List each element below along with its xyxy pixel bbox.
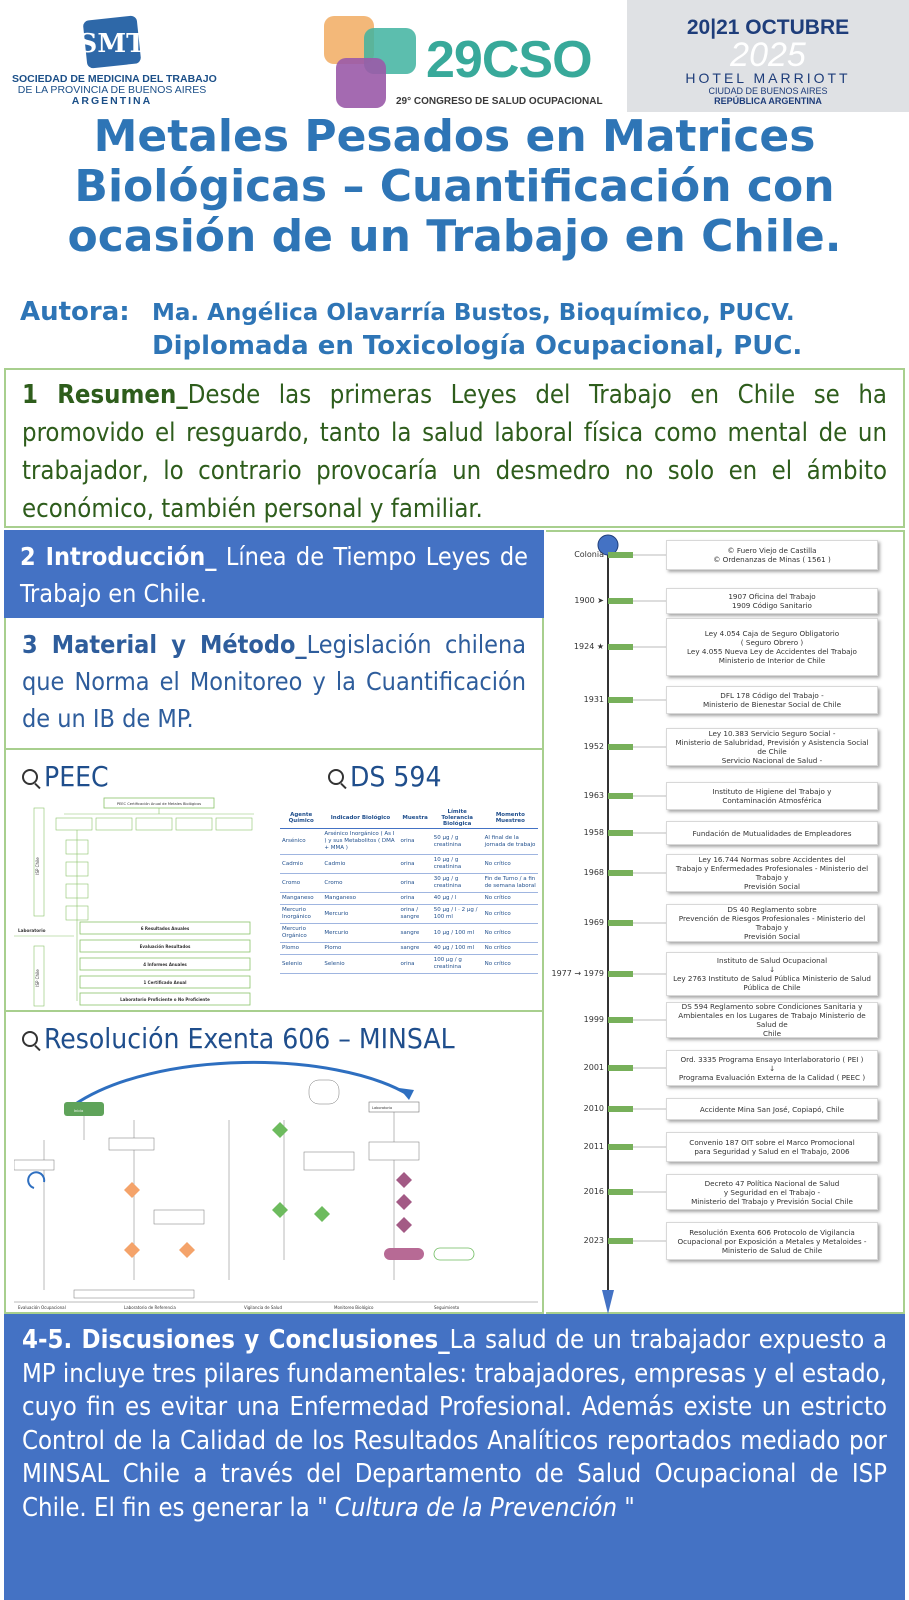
timeline-card-line: Ministerio de Bienestar Social de Chile bbox=[702, 700, 842, 709]
timeline-card-line: DS 594 Reglamento sobre Condiciones Sanitaria y bbox=[681, 1002, 863, 1011]
timeline-card-line: 1909 Código Sanitario bbox=[732, 601, 812, 610]
ds594-cell: No crítico bbox=[483, 943, 538, 955]
resol-footer-5: Seguimiento bbox=[434, 1305, 460, 1310]
introduccion-heading: 2 Introducción_ bbox=[20, 542, 217, 571]
timeline-card-line: Prevención de Riesgos Profesionales - Ministerio del Trabajo y bbox=[678, 914, 866, 932]
timeline-card bbox=[666, 1002, 878, 1038]
timeline-tick bbox=[608, 830, 633, 836]
timeline-card-line: Previsión Social bbox=[744, 932, 800, 941]
timeline-end-arrow bbox=[602, 1290, 614, 1314]
ds594-cell: Plomo bbox=[280, 943, 322, 955]
timeline-card-line: DS 40 Reglamento sobre bbox=[727, 905, 817, 914]
timeline-card-line: Ley 2763 Instituto de Salud Pública Ministerio de Salud bbox=[673, 974, 871, 983]
ds594-cell: Plomo bbox=[322, 943, 398, 955]
timeline-card bbox=[666, 1132, 878, 1162]
timeline-card-line: Convenio 187 OIT sobre el Marco Promocional bbox=[689, 1138, 855, 1147]
peec-step-3: 4 Informes Anuales bbox=[143, 962, 187, 967]
ds594-cell: Fin de Turno / a fin de semana laboral bbox=[483, 874, 538, 893]
author-name: Ma. Angélica Olavarría Bustos, Bioquímico, PUCV. bbox=[152, 300, 795, 326]
resumen-heading: 1 Resumen_ bbox=[22, 380, 188, 410]
ds594-cell: Cromo bbox=[322, 874, 398, 893]
event-info bbox=[627, 0, 909, 112]
figures-panel bbox=[4, 750, 544, 1012]
timeline-tick bbox=[608, 552, 633, 558]
timeline-card-line: Ley 4.055 Nueva Ley de Accidentes del Trabajo bbox=[687, 647, 857, 656]
timeline-card-line: ( Seguro Obrero ) bbox=[740, 638, 804, 647]
timeline-card bbox=[666, 1098, 878, 1120]
ds594-cell: sangre bbox=[399, 943, 432, 955]
smt-line-3: ARGENTINA bbox=[71, 95, 153, 107]
resumen-text: Desde las primeras Leyes del Trabajo en Chile se ha promovido el resguardo, tanto la salud laboral física como mental de un trabajador, lo contrario provocaría un desmedro no solo en el ámbito económico, también personal y familiar. bbox=[22, 380, 887, 524]
ds594-body bbox=[280, 829, 538, 974]
timeline-tick bbox=[608, 598, 633, 604]
author-diploma: Diplomada en Toxicología Ocupacional, PUC. bbox=[152, 331, 803, 361]
magnifier-icon bbox=[22, 1031, 38, 1047]
ds594-header-row bbox=[280, 808, 538, 829]
section-resumen bbox=[4, 368, 905, 528]
timeline-tick bbox=[608, 644, 633, 650]
smt-line-1: SOCIEDAD DE MEDICINA DEL TRABAJO bbox=[12, 73, 217, 85]
ds594-cell: Arsénico Inorgánico ( As I ) y sus Metabolitos ( DMA + MMA ) bbox=[322, 829, 398, 855]
ds594-row bbox=[280, 855, 538, 874]
congress-logo bbox=[324, 14, 603, 110]
peec-side-bottom: ISP Chile bbox=[35, 969, 40, 987]
ds594-row bbox=[280, 943, 538, 955]
ds594-cell: 50 µg / g creatinina bbox=[432, 829, 483, 855]
timeline-year: 1900 ➤ bbox=[574, 596, 604, 605]
event-country: REPÚBLICA ARGENTINA bbox=[714, 96, 822, 106]
timeline-tick bbox=[608, 920, 633, 926]
timeline-card-line: para Seguridad y Salud en el Trabajo, 2006 bbox=[694, 1147, 850, 1156]
timeline-year: 2016 bbox=[583, 1187, 604, 1196]
resol-footer-3: Vigilancia de Salud bbox=[244, 1305, 282, 1310]
peec-step-1: 6 Resultados Anuales bbox=[140, 926, 190, 931]
ds594-row bbox=[280, 955, 538, 974]
ds594-header-cell: Muestra bbox=[399, 808, 432, 829]
timeline-year: 1963 bbox=[583, 791, 604, 800]
resol-footer-4: Monitoreo Biológico bbox=[334, 1305, 374, 1310]
ds594-cell: orina bbox=[399, 955, 432, 974]
timeline-card-line: ↓ bbox=[768, 1063, 776, 1073]
timeline-ticks bbox=[608, 552, 666, 1244]
ds594-row bbox=[280, 893, 538, 905]
ds594-header-cell: Indicador Biológico bbox=[322, 808, 398, 829]
ds594-cell: No crítico bbox=[483, 855, 538, 874]
material-paragraph bbox=[22, 626, 526, 737]
timeline-card bbox=[666, 1222, 878, 1260]
timeline-tick bbox=[608, 1144, 633, 1150]
ds594-row bbox=[280, 829, 538, 855]
ds594-cell: sangre bbox=[399, 924, 432, 943]
timeline-tick bbox=[608, 744, 633, 750]
ds594-row bbox=[280, 905, 538, 924]
conclusiones-closing: " Cultura de la Prevención " bbox=[317, 1492, 635, 1523]
timeline-tick bbox=[608, 1189, 633, 1195]
peec-side-top: ISP Chile bbox=[35, 857, 40, 875]
timeline-card-line: DFL 178 Código del Trabajo - bbox=[720, 691, 824, 700]
ds594-table bbox=[280, 808, 538, 974]
timeline-card-line: Ord. 3335 Programa Ensayo Interlaboratorio ( PEI ) bbox=[680, 1054, 864, 1064]
resumen-paragraph bbox=[22, 376, 887, 528]
peec-step-2: Evaluación Resultados bbox=[139, 944, 191, 949]
timeline-card-line: Previsión Social bbox=[744, 882, 800, 891]
material-heading: 3 Material y Método_ bbox=[22, 630, 307, 659]
smt-logo bbox=[12, 8, 217, 112]
resolucion-flowchart bbox=[14, 1060, 538, 1310]
timeline-tick bbox=[608, 870, 633, 876]
timeline-year: 1999 bbox=[583, 1015, 604, 1024]
timeline-year: 1952 bbox=[583, 742, 604, 751]
timeline-card-line: Ministerio del Trabajo y Previsión Social Chile bbox=[691, 1196, 853, 1206]
timeline-card-line: Ley 10.383 Servicio Seguro Social - bbox=[708, 729, 836, 738]
ds594-cell: Arsénico bbox=[280, 829, 322, 855]
peec-step-4: 1 Certificado Anual bbox=[143, 980, 187, 985]
timeline-card-line: Accidente Mina San José, Copiapó, Chile bbox=[699, 1104, 845, 1114]
ds594-cell: 40 µg / l bbox=[432, 893, 483, 905]
title-line-3: ocasión de un Trabajo en Chile. bbox=[67, 211, 842, 262]
ds594-cell: 50 µg / l · 2 µg / 100 ml bbox=[432, 905, 483, 924]
ds594-cell: orina / sangre bbox=[399, 905, 432, 924]
timeline-year: 2023 bbox=[583, 1236, 604, 1245]
timeline-card-line: Ley 4.054 Caja de Seguro Obligatorio bbox=[704, 629, 840, 638]
timeline-card-line: Ministerio de Interior de Chile bbox=[718, 656, 826, 665]
timeline-card bbox=[666, 1050, 878, 1086]
ds594-cell: Selenio bbox=[322, 955, 398, 974]
timeline-year: 1968 bbox=[583, 868, 604, 877]
timeline-card bbox=[666, 728, 878, 766]
title-line-2: Biológicas – Cuantificación con bbox=[74, 161, 835, 212]
timeline-card-line: © Fuero Viejo de Castilla bbox=[727, 546, 817, 555]
ds594-cell: 10 µg / 100 ml bbox=[432, 924, 483, 943]
ds594-cell: Manganeso bbox=[280, 893, 322, 905]
timeline-card-line: Ocupacional por Exposición a Metales y Metaloides - bbox=[677, 1236, 867, 1246]
resolucion-label bbox=[22, 1022, 455, 1055]
timeline-year: 2010 bbox=[583, 1104, 604, 1113]
timeline-tick bbox=[608, 697, 633, 703]
section-conclusiones bbox=[4, 1314, 905, 1600]
timeline-tick bbox=[608, 1238, 633, 1244]
ds594-cell: No crítico bbox=[483, 905, 538, 924]
ds594-row bbox=[280, 924, 538, 943]
ds594-cell: Mercurio bbox=[322, 924, 398, 943]
ds594-header-cell: Agente Químico bbox=[280, 808, 322, 829]
timeline-tick bbox=[608, 971, 633, 977]
timeline-card bbox=[666, 952, 878, 996]
ds594-cell: Mercurio Orgánico bbox=[280, 924, 322, 943]
timeline-card-line: 1907 Oficina del Trabajo bbox=[728, 592, 816, 601]
ds594-label-text: DS 594 bbox=[350, 760, 442, 793]
ds594-cell: Mercurio Inorgánico bbox=[280, 905, 322, 924]
resolucion-label-text: Resolución Exenta 606 – MINSAL bbox=[44, 1022, 455, 1055]
ds594-cell: Mercurio bbox=[322, 905, 398, 924]
conclusiones-paragraph bbox=[22, 1324, 887, 1525]
timeline-card-line: Contaminación Atmosférica bbox=[722, 796, 822, 805]
timeline-tick bbox=[608, 1106, 633, 1112]
ds594-cell: Cromo bbox=[280, 874, 322, 893]
timeline-card bbox=[666, 821, 878, 845]
section-introduccion bbox=[4, 530, 544, 618]
timeline-card-line: Servicio Nacional de Salud - bbox=[721, 756, 823, 765]
magnifier-icon bbox=[22, 769, 38, 785]
event-city: CIUDAD DE BUENOS AIRES bbox=[708, 86, 828, 96]
ds594-cell: orina bbox=[399, 874, 432, 893]
ds594-cell: Selenio bbox=[280, 955, 322, 974]
ds594-cell: No crítico bbox=[483, 955, 538, 974]
timeline-card-line: Programa Evaluación Externa de la Calidad ( PEEC ) bbox=[678, 1072, 866, 1082]
magnifier-icon bbox=[328, 769, 344, 785]
timeline bbox=[546, 530, 905, 1314]
timeline-year: 2011 bbox=[583, 1142, 604, 1151]
timeline-year: 1977 → 1979 bbox=[551, 969, 604, 978]
resol-start: Inicio bbox=[74, 1109, 84, 1113]
timeline-card-line: © Ordenanzas de Minas ( 1561 ) bbox=[713, 555, 831, 564]
timeline-card bbox=[666, 588, 878, 614]
author-label: Autora: bbox=[20, 297, 130, 327]
ds594-row bbox=[280, 874, 538, 893]
timeline-card bbox=[666, 618, 878, 676]
ds594-label bbox=[328, 760, 441, 793]
smt-line-2: DE LA PROVINCIA DE BUENOS AIRES bbox=[17, 84, 207, 96]
event-year: 2025 bbox=[730, 36, 806, 74]
peec-side-mid: Laboratorio bbox=[18, 928, 46, 933]
timeline-card-line: Ministerio de Salubridad, Previsión y Asistencia Social de Chile bbox=[675, 738, 869, 756]
resol-footer-1: Evaluación Ocupacional bbox=[18, 1305, 66, 1310]
timeline-card-line: Chile bbox=[763, 1029, 781, 1038]
timeline-year: 1958 bbox=[583, 828, 604, 837]
header bbox=[0, 0, 909, 112]
timeline-card bbox=[666, 1174, 878, 1210]
peec-step-5: Laboratorio Proficiente o No Proficiente bbox=[120, 997, 210, 1002]
timeline-card-line: Instituto de Higiene del Trabajo y bbox=[712, 787, 832, 796]
resol-footer-2: Laboratorio de Referencia bbox=[124, 1305, 176, 1310]
ds594-cell: 100 µg / g creatinina bbox=[432, 955, 483, 974]
conclusiones-heading: 4-5. Discusiones y Conclusiones_ bbox=[22, 1325, 450, 1355]
timeline-card-line: Trabajo y Enfermedades Profesionales - Ministerio del Trabajo y bbox=[675, 864, 869, 882]
resol-lab: Laboratorio bbox=[372, 1106, 393, 1110]
timeline-tick bbox=[608, 1017, 633, 1023]
timeline-year: 1931 bbox=[583, 695, 604, 704]
resolucion-panel bbox=[4, 1012, 544, 1314]
timeline-card bbox=[666, 686, 878, 714]
poster-title bbox=[0, 112, 909, 262]
ds594-cell: 10 µg / g creatinina bbox=[432, 855, 483, 874]
timeline-card bbox=[666, 904, 878, 942]
ds594-cell: No crítico bbox=[483, 893, 538, 905]
ds594-cell: No crítico bbox=[483, 924, 538, 943]
timeline-card-line: Fundación de Mutualidades de Empleadores bbox=[692, 828, 852, 838]
ds594-cell: Al final de la jornada de trabajo bbox=[483, 829, 538, 855]
peec-flowchart bbox=[14, 796, 264, 1008]
ds594-cell: 30 µg / g creatinina bbox=[432, 874, 483, 893]
timeline-tick bbox=[608, 793, 633, 799]
timeline-card-line: Instituto de Salud Ocupacional bbox=[716, 956, 828, 965]
timeline-tick bbox=[608, 1065, 633, 1071]
timeline-card-line: Ambientales en los Lugares de Trabajo Ministerio de Salud de bbox=[678, 1011, 866, 1029]
ds594-cell: Cadmio bbox=[322, 855, 398, 874]
timeline-year: 1924 ★ bbox=[573, 642, 604, 651]
timeline-card bbox=[666, 540, 878, 570]
ds594-cell: Cadmio bbox=[280, 855, 322, 874]
timeline-year: 1969 bbox=[583, 918, 604, 927]
timeline-card-line: Ley 16.744 Normas sobre Accidentes del bbox=[698, 855, 846, 864]
material-text: Legislación chilena que Norma el Monitoreo y la Cuantificación de un IB de MP. bbox=[22, 630, 526, 733]
title-line-1: Metales Pesados en Matrices bbox=[93, 111, 816, 162]
ds594-header-cell: Límite Tolerancia Biológica bbox=[432, 808, 483, 829]
timeline-card bbox=[666, 782, 878, 810]
conclusiones-text: La salud de un trabajador expuesto a MP incluye tres pilares fundamentales: trabajadores, empresas y el estado, cuyo fin es evitar una Enfermedad Profesional. Además existe un estricto Control de la Calidad de los Resultados Analíticos reportados mediado por MINSAL Chile a través del Departamento de Salud Ocupacional de ISP Chile. El fin es generar la bbox=[22, 1325, 887, 1523]
timeline-card-line: Decreto 47 Política Nacional de Salud bbox=[704, 1178, 840, 1188]
flow-start bbox=[64, 1102, 104, 1116]
timeline-card-line: ↓ bbox=[768, 965, 776, 974]
event-dates: 20|21 OCTUBRE bbox=[686, 16, 850, 39]
introduccion-text: Línea de Tiempo Leyes de Trabajo en Chile. bbox=[20, 542, 528, 608]
ds594-cell: orina bbox=[399, 855, 432, 874]
introduccion-paragraph bbox=[20, 538, 528, 612]
event-hotel: HOTEL MARRIOTT bbox=[685, 70, 851, 86]
smt-mark-text: SMT bbox=[81, 29, 143, 59]
ds594-cell: 40 µg / 100 ml bbox=[432, 943, 483, 955]
ds594-cell: orina bbox=[399, 829, 432, 855]
congress-name: 29CSO bbox=[426, 31, 592, 89]
timeline-card-line: Resolución Exenta 606 Protocolo de Vigilancia bbox=[689, 1227, 855, 1237]
timeline-card bbox=[666, 854, 878, 892]
timeline-card-line: Ministerio de Salud de Chile bbox=[721, 1245, 823, 1255]
timeline-card-line: y Seguridad en el Trabajo - bbox=[723, 1187, 821, 1197]
timeline-year: 2001 bbox=[583, 1063, 604, 1072]
timeline-year: Colonia bbox=[574, 550, 604, 559]
smt-logo-mark bbox=[81, 12, 143, 70]
ds594-header-cell: Momento Muestreo bbox=[483, 808, 538, 829]
peec-label-text: PEEC bbox=[44, 760, 109, 793]
timeline-card-line: Pública de Chile bbox=[743, 983, 801, 992]
peec-top-box: PEEC Certificación Anual de Metales Biológicos bbox=[116, 802, 202, 806]
flow-arrow bbox=[74, 1062, 409, 1105]
ds594-cell: Manganeso bbox=[322, 893, 398, 905]
peec-label bbox=[22, 760, 109, 793]
congress-subtitle: 29° CONGRESO DE SALUD OCUPACIONAL bbox=[396, 96, 603, 107]
ds594-cell: orina bbox=[399, 893, 432, 905]
section-material-metodo bbox=[4, 618, 544, 750]
